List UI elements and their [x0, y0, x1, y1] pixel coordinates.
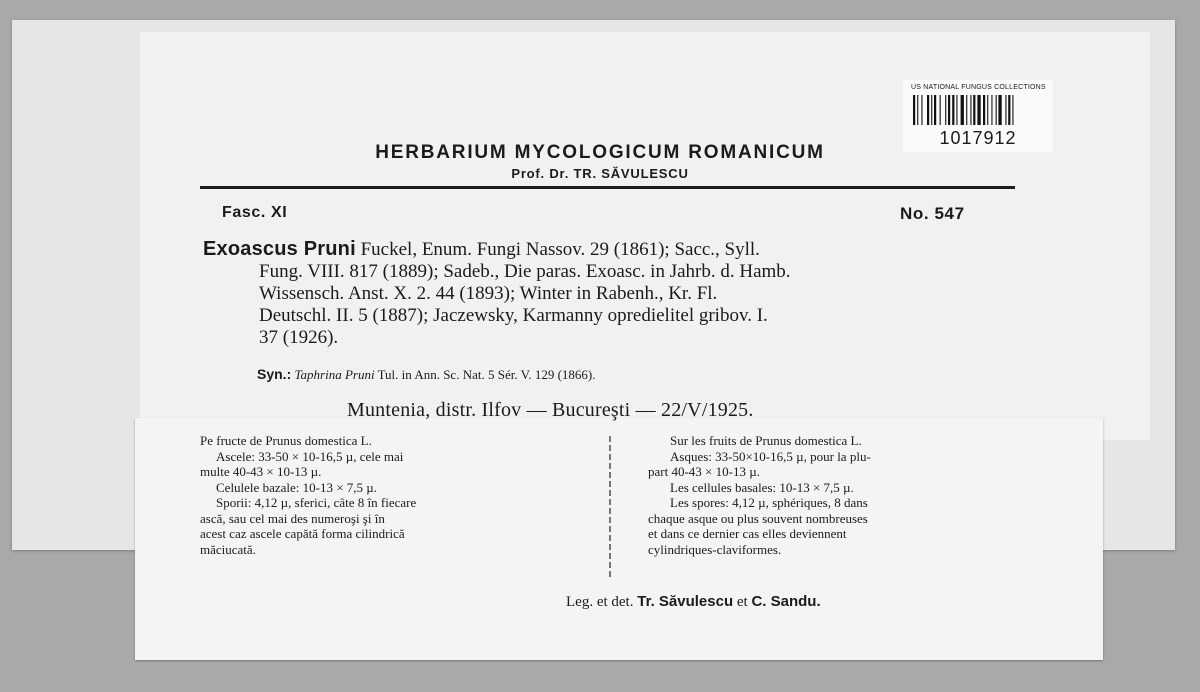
- description-line: Pe fructe de Prunus domestica L.: [200, 433, 372, 448]
- citation-line: Wissensch. Anst. X. 2. 44 (1893); Winter in Rabenh., Kr. Fl.: [259, 283, 718, 304]
- column-divider: [609, 436, 611, 578]
- herbarium-title: HERBARIUM MYCOLOGICUM ROMANICUM: [375, 142, 825, 163]
- description-line: chaque asque ou plus souvent nombreuses: [648, 510, 868, 526]
- barcode-bar: [973, 95, 975, 125]
- collector-name: Tr. Săvulescu: [637, 593, 734, 610]
- barcode-bar: [998, 95, 1001, 125]
- species-citation: [203, 238, 1018, 349]
- barcode-bar: [966, 95, 967, 125]
- barcode-bar: [921, 95, 922, 125]
- synonym-label: Syn.:: [257, 366, 292, 382]
- fascicle-number: Fasc. XI: [222, 204, 288, 221]
- barcode-bar: [1005, 95, 1006, 125]
- barcode-bar: [952, 95, 954, 125]
- herbarium-subtitle: Prof. Dr. TR. SĂVULESCU: [511, 166, 689, 181]
- description-line: Sporii: 4,12 µ, sferici, câte 8 în fiecare: [216, 495, 417, 510]
- barcode-bar: [913, 95, 915, 125]
- barcode-bar: [996, 95, 997, 125]
- species-name: Exoascus Pruni: [203, 238, 356, 260]
- barcode-bar: [961, 95, 964, 125]
- barcode-bar: [1008, 95, 1010, 125]
- barcode-bar: [991, 95, 992, 125]
- description-line: acest caz ascele capătă forma cilindrică: [200, 526, 405, 541]
- barcode-bar: [970, 95, 971, 125]
- description-line: part 40-43 × 10-13 µ.: [648, 464, 760, 479]
- description-line: măciucată.: [200, 541, 256, 557]
- collector-line: Leg. et det. Tr. Săvulescu et C. Sandu.: [566, 593, 821, 610]
- description-line: cylindriques-claviformes.: [648, 541, 782, 557]
- barcode-bar: [987, 95, 988, 125]
- citation-line: Exoascus Pruni Fuckel, Enum. Fungi Nassov. 29 (1861); Sacc., Syll.: [203, 238, 760, 260]
- barcode-bar: [977, 95, 980, 125]
- barcode-number: 1017912: [939, 128, 1017, 148]
- barcode-bar: [1012, 95, 1013, 125]
- description-line: Ascele: 33-50 × 10-16,5 µ, cele mai: [216, 448, 404, 464]
- barcode-bar: [983, 95, 985, 125]
- barcode-bar: [945, 95, 946, 125]
- collector-name: C. Sandu.: [751, 593, 821, 610]
- citation-line: Deutschl. II. 5 (1887); Jaczewsky, Karmanny opredielitel gribov. I.: [259, 305, 768, 326]
- barcode-icon: [913, 95, 1045, 125]
- description-romanian: [200, 433, 416, 557]
- description-line: Asques: 33-50×10-16,5 µ, pour la plu-: [670, 448, 871, 464]
- barcode-bar: [917, 95, 918, 125]
- barcode-bar: [956, 95, 957, 125]
- synonym-name: Taphrina Pruni: [294, 367, 375, 382]
- description-line: Les cellules basales: 10-13 × 7,5 µ.: [670, 479, 854, 495]
- specimen-number: No. 547: [900, 204, 965, 223]
- barcode-institution: US NATIONAL FUNGUS COLLECTIONS: [911, 84, 1046, 91]
- barcode-bar: [931, 95, 932, 125]
- description-french: [648, 433, 871, 557]
- description-line: ască, sau cel mai des numeroşi şi în: [200, 510, 385, 526]
- synonym-line: [257, 366, 595, 383]
- barcode-bar: [934, 95, 936, 125]
- description-line: Les spores: 4,12 µ, sphériques, 8 dans: [670, 495, 868, 510]
- locality-line: Muntenia, distr. Ilfov — Bucureşti — 22/V/1925.: [347, 399, 754, 421]
- barcode-bar: [948, 95, 950, 125]
- synonym-reference: Tul. in Ann. Sc. Nat. 5 Sér. V. 129 (1866).: [374, 367, 596, 382]
- header-rule: [200, 186, 1015, 189]
- citation-line: Fung. VIII. 817 (1889); Sadeb., Die paras. Exoasc. in Jahrb. d. Hamb.: [259, 261, 791, 282]
- description-line: Sur les fruits de Prunus domestica L.: [670, 433, 862, 448]
- description-line: multe 40-43 × 10-13 µ.: [200, 464, 322, 479]
- barcode-bar: [940, 95, 941, 125]
- citation-line: 37 (1926).: [259, 327, 339, 348]
- description-line: et dans ce dernier cas elles deviennent: [648, 526, 847, 541]
- description-line: Celulele bazale: 10-13 × 7,5 µ.: [216, 479, 378, 495]
- barcode-bar: [927, 95, 929, 125]
